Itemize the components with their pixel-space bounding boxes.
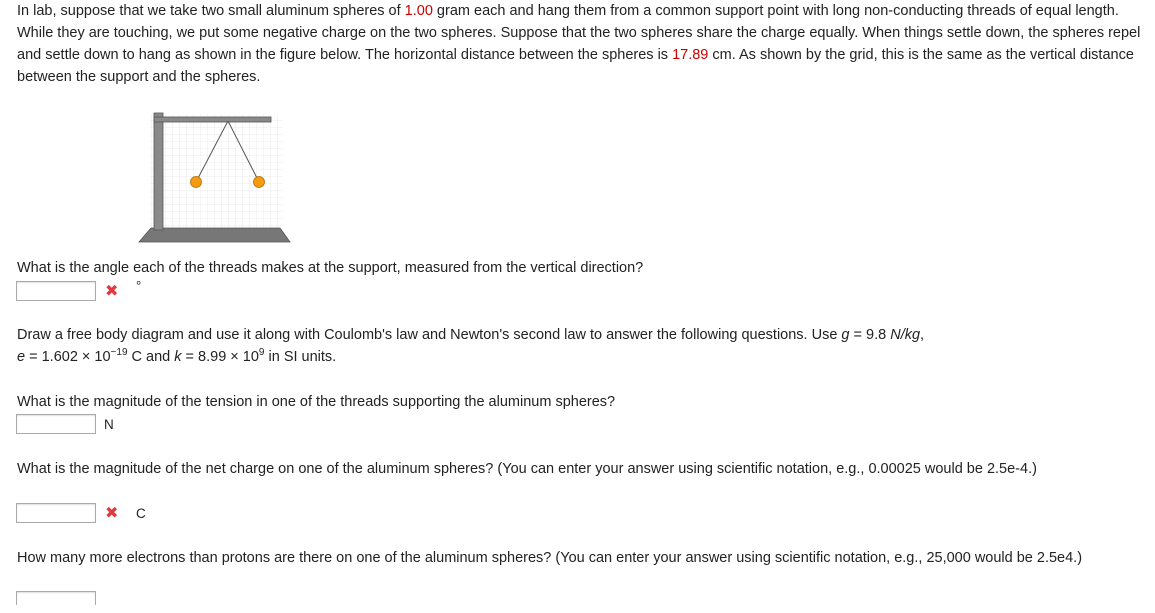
sphere-distance: 17.89 <box>672 47 709 63</box>
electron-excess-input[interactable] <box>16 591 96 605</box>
stand-post <box>154 113 163 230</box>
hanging-spheres-figure <box>137 106 292 248</box>
incorrect-icon: ✖ <box>105 505 119 522</box>
right-sphere <box>254 177 265 188</box>
grid-background <box>150 114 283 232</box>
left-sphere <box>191 177 202 188</box>
degree-unit: ° <box>136 278 142 293</box>
incorrect-icon: ✖ <box>105 283 119 300</box>
stand-beam <box>154 117 271 122</box>
question-2-text: What is the magnitude of the tension in one of the threads supporting the aluminum spheres? <box>17 394 616 410</box>
tension-input[interactable] <box>16 414 96 434</box>
question-3-text: What is the magnitude of the net charge on one of the aluminum spheres? (You can enter your answer using scientific notation, e.g., 0.00025 would be 2.5e-4.) <box>17 461 1037 477</box>
sphere-mass: 1.00 <box>404 3 433 19</box>
coulomb-unit: C <box>136 506 146 521</box>
charge-input[interactable] <box>16 503 96 523</box>
problem-intro: In lab, suppose that we take two small aluminum spheres of 1.00 gram each and hang them from a common support point with long non-conducting threads of equal length. While they are touching, we put some negative charge on the two spheres. Suppose that the two spheres share the charge equally. When things settle down, the spheres repel and settle down to hang as shown in the figure below. The horizontal distance between the spheres is 17.89 cm. As shown by the grid, this is the same as the vertical distance between the support and the spheres. <box>17 3 1141 85</box>
constants-text: Draw a free body diagram and use it along with Coulomb's law and Newton's second law to answer the following questions. Use g = 9.8 N/kg, $e = 1.602 \times 10^{-19}$ C and $k = 8.99 \times 10^9$ in SI units. <box>17 327 925 365</box>
newton-unit: N <box>104 417 114 432</box>
question-4-text: How many more electrons than protons are there on one of the aluminum spheres? (You can enter your answer using scientific notation, e.g., 25,000 would be 2.5e4.) <box>17 550 1083 566</box>
angle-input[interactable] <box>16 281 96 301</box>
question-1-text: What is the angle each of the threads makes at the support, measured from the vertical direction? <box>17 260 644 276</box>
